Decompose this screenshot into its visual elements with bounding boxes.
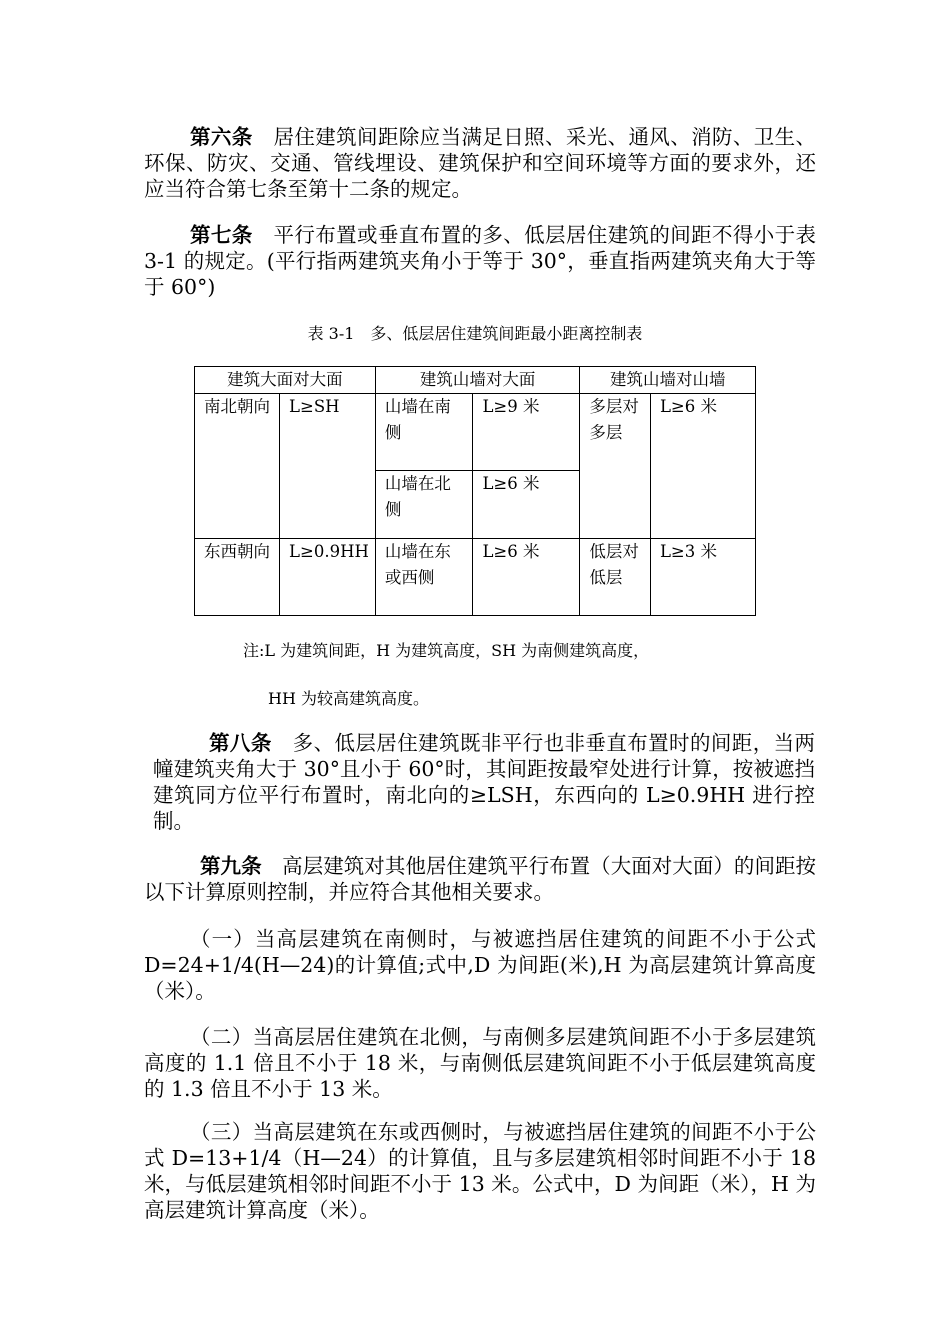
ns-orientation-cell: 南北朝向: [195, 394, 280, 539]
gable-north-value-cell: L≥6 米: [473, 471, 580, 539]
table-note-2: HH 为较高建筑高度。: [268, 689, 429, 708]
article-9-text: 高层建筑对其他居住建筑平行布置（大面对大面）的间距按以下计算原则控制，并应符合其他相关要求。: [144, 854, 817, 904]
table-row: [195, 539, 756, 616]
article-6-title: 第六条: [190, 125, 253, 149]
table-caption: 表 3-1 多、低层居住建筑间距最小距离控制表: [307, 324, 643, 343]
article-6: [144, 124, 816, 202]
table-header-row: [195, 367, 756, 394]
spacing-table: [194, 366, 756, 616]
multi-to-multi-cell: 多层对多层: [580, 394, 651, 539]
article-9: [144, 853, 816, 905]
header-gable-to-gable: 建筑山墙对山墙: [580, 367, 756, 394]
article-9-title: 第九条: [200, 854, 262, 878]
gable-north-cell: 山墙在北侧: [375, 471, 473, 539]
clause-2: （二）当高层居住建筑在北侧，与南侧多层建筑间距不小于多层建筑高度的 1.1 倍且不小于 18 米，与南侧低层建筑间距不小于低层建筑高度的 1.3 倍且不小于 13 米。: [144, 1025, 816, 1101]
table-note-1: 注:L 为建筑间距，H 为建筑高度，SH 为南侧建筑高度，: [243, 641, 650, 660]
article-8: [153, 730, 815, 834]
low-to-low-value-cell: L≥3 米: [650, 539, 755, 616]
clause-3: （三）当高层建筑在东或西侧时，与被遮挡居住建筑的间距不小于公式 D=13+1/4（H—24）的计算值，且与多层建筑相邻时间距不小于 18 米，与低层建筑相邻时间距不小于 13 米。公式中，D 为间距（米），H 为高层建筑计算高度（米）。: [144, 1120, 816, 1222]
ew-orientation-cell: 东西朝向: [195, 539, 280, 616]
gable-south-value-cell: L≥9 米: [473, 394, 580, 471]
article-7-title: 第七条: [190, 223, 253, 247]
low-to-low-cell: 低层对低层: [580, 539, 651, 616]
header-gable-to-face: 建筑山墙对大面: [375, 367, 580, 394]
gable-east-west-cell: 山墙在东或西侧: [375, 539, 473, 616]
gable-east-west-value-cell: L≥6 米: [473, 539, 580, 616]
article-8-title: 第八条: [209, 731, 272, 755]
article-8-text: 多、低层居住建筑既非平行也非垂直布置时的间距，当两幢建筑夹角大于 30°且小于 60°时，其间距按最窄处进行计算，按被遮挡建筑同方位平行布置时，南北向的≥LSH，东西向的 L≥0.9HH 进行控制。: [153, 731, 816, 833]
article-7: [144, 222, 816, 300]
clause-1: （一）当高层建筑在南侧时，与被遮挡居住建筑的间距不小于公式 D=24+1/4(H—24)的计算值;式中,D 为间距(米),H 为高层建筑计算高度（米）。: [144, 927, 816, 1003]
table-row: [195, 394, 756, 471]
ew-value-cell: L≥0.9HH: [280, 539, 376, 616]
header-face-to-face: 建筑大面对大面: [195, 367, 376, 394]
article-7-text: 平行布置或垂直布置的多、低层居住建筑的间距不得小于表 3-1 的规定。(平行指两建筑夹角小于等于 30°，垂直指两建筑夹角大于等于 60°): [144, 223, 817, 299]
gable-south-cell: 山墙在南侧: [375, 394, 473, 471]
article-6-text: 居住建筑间距除应当满足日照、采光、通风、消防、卫生、环保、防灾、交通、管线埋设、建筑保护和空间环境等方面的要求外，还应当符合第七条至第十二条的规定。: [144, 125, 817, 201]
multi-to-multi-value-cell: L≥6 米: [650, 394, 755, 539]
ns-value-cell: L≥SH: [280, 394, 376, 539]
